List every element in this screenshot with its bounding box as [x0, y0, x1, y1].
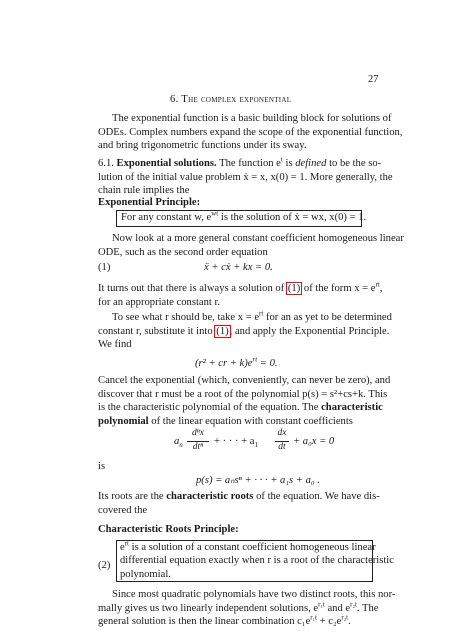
- intro-paragraph: [98, 112, 403, 153]
- equation-1-label: (1): [98, 262, 111, 273]
- characteristic-roots-principle-heading: Characteristic Roots Principle:: [98, 524, 239, 535]
- page-number: 27: [368, 74, 379, 85]
- intro-line: ODEs. Complex numbers expand the scope of the exponential function,: [98, 126, 403, 138]
- paragraph-solution-form: It turns out that there is always a solution of (1) of the form $x = e^{rt}$, for an appropriate constant r.: [98, 280, 383, 308]
- paragraph-characteristic-polynomial: Cancel the exponential (which, conveniently, can never be zero), and discover that r must be a root of the polynomial p(s) = s²+cs+k. This is the characteristic polynomial of the equation. The characteristic polynomial of the linear equation with constant coefficients: [98, 375, 391, 427]
- intro-line: and bring trigonometric functions under its sway.: [98, 140, 307, 152]
- paragraph-two-solutions: Since most quadratic polynomials have two distinct roots, this nor- mally gives us two linearly independent solutions, $e^{r_1t}$ and $e^{r_2t}$. The general solution is then the linear combination $c_1e^{r_1t} + c_2e^{r_2t}$.: [98, 589, 396, 628]
- exponential-principle-text: For any constant w, $e^{wt}$ is the solution of ẋ = wx, x(0) = 1.: [121, 209, 367, 223]
- paragraph-general-ode: Now look at a more general constant coefficient homogeneous linear ODE, such as the second order equation: [98, 233, 404, 258]
- equation-1-reference-link[interactable]: (1): [287, 283, 301, 294]
- equation-1: ẍ + cẋ + kx = 0.: [204, 262, 273, 273]
- subsection-title: Exponential solutions.: [116, 158, 217, 169]
- section-title: 6. The complex exponential: [170, 94, 292, 105]
- equation-characteristic-substituted: (r² + cr + $k)e^{rt} = 0$.: [195, 355, 278, 369]
- characteristic-roots-principle-text: $e^{rt}$ is a solution of a constant coefficient homogeneous linear differential equation exactly when r is a root of the characteristic polynomial.: [120, 539, 394, 580]
- subsection-number: 6.1.: [98, 158, 114, 169]
- is-word: is: [98, 461, 106, 472]
- intro-line: The exponential function is a basic building block for solutions of: [112, 113, 392, 124]
- subsection-paragraph: 6.1. Exponential solutions. The function $e^t$ is defined to be the so- lution of the initial value problem ẋ = x, x(0) = 1. More generally, the chain rule implies the: [98, 155, 393, 197]
- exponential-principle-heading: Exponential Principle:: [98, 197, 201, 208]
- principle-2-label: (2): [98, 560, 111, 571]
- equation-polynomial: p(s) = aₙsⁿ + · · · + a₁s + a₀ .: [196, 475, 320, 486]
- document-page: 27 6. The complex exponential The exponential function is a basic building block for solutions of ODEs. Complex numbers expand the scope of the exponential function, and bring trigonometric functions under its sway. 6.1. Exponential solutions. The function $e^t$ is defined to be the so- lution of the initial value problem ẋ = x, x(0) = 1. More generally, the chain rule implies the Exponential Principle: For any constant w, $e^{wt}$ is the solution of ẋ = wx, x(0) = 1. Now look at a more general constant coefficient homogeneous linear ODE, such as the second order equation (1) ẍ + cẋ + kx = 0. It turns out that there is always a solution of (1) of the form $x = e^{rt}$, for an appropriate constant r. To see what r should be, take $x = e^{rt}$ for an as yet to be determined constant r, substitute it into (1), and apply the Exponential Principle. We find (r² + cr + $k)e^{rt} = 0$. Cancel the exponential (which, conveniently, can never be zero), and discover that r must be a root of the polynomial p(s) = s²+cs+k. This is the characteristic polynomial of the equation. The characteristic polynomial of the linear equation with constant coefficients $a_n$ dⁿx dtⁿ + · · · + $a_1$ dx dt + a₀x = 0 is p(s) = aₙsⁿ + · · · + a₁s + a₀ . Its roots are the characteristic roots of the equation. We have dis- covered the Characteristic Roots Principle: (2) $e^{rt}$ is a solution of a constant coefficient homogeneous linear differential equation exactly when r is a root of the characteristic polynomial. Since most quadratic polynomials have two distinct roots, this nor- mally gives us two linearly independent solutions, $e^{r_1t}$ and $e^{r_2t}$. The general solution is then the linear combination $c_1e^{r_1t} + c_2e^{r_2t}$.: [98, 74, 404, 628]
- equation-1-reference-link[interactable]: (1): [216, 325, 229, 337]
- paragraph-substitute: To see what r should be, take $x = e^{rt}$ for an as yet to be determined constant r, substitute it into (1), and apply the Exponential Principle. We find: [98, 309, 392, 351]
- paragraph-characteristic-roots: Its roots are the characteristic roots of the equation. We have dis- covered the: [98, 491, 380, 516]
